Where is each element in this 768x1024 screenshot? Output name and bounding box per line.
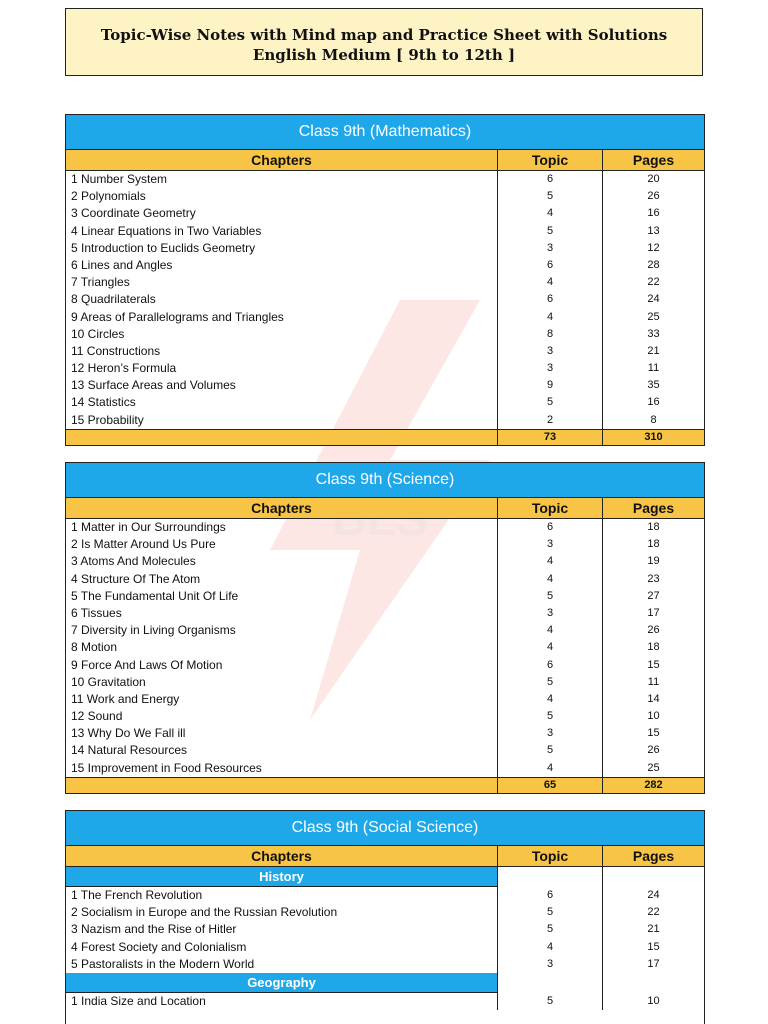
- topic-count: 4: [498, 939, 603, 956]
- chapter-name: 1 Number System: [66, 171, 498, 188]
- header-line-2: English Medium [ 9th to 12th ]: [252, 46, 516, 64]
- chapter-name: 8 Quadrilaterals: [66, 291, 498, 308]
- chapter-name: 10 Gravitation: [66, 674, 498, 691]
- science-rows: [66, 519, 704, 777]
- table-row: [66, 343, 704, 360]
- chapter-name: 9 Areas of Parallelograms and Triangles: [66, 309, 498, 326]
- chapter-name: 9 Force And Laws Of Motion: [66, 657, 498, 674]
- page-count: 28: [647, 258, 660, 271]
- page-count: 10: [647, 710, 660, 723]
- chapter-name: 14 Statistics: [66, 394, 498, 411]
- topic-count: 3: [498, 360, 603, 377]
- page-count: 24: [647, 889, 660, 901]
- math-table-title: Class 9th (Mathematics): [66, 115, 704, 150]
- table-row: [66, 657, 704, 674]
- chapter-name: 1 Matter in Our Surroundings: [66, 519, 498, 536]
- social-table-title: Class 9th (Social Science): [66, 811, 704, 846]
- page-count: 33: [647, 327, 660, 340]
- topic-header: Topic: [498, 498, 603, 518]
- topic-count: 3: [498, 536, 603, 553]
- table-row: [66, 291, 704, 308]
- history-section-row: [66, 867, 704, 887]
- chapter-name: 2 Socialism in Europe and the Russian Revolution: [66, 904, 498, 921]
- math-total-row: [66, 429, 704, 445]
- page-count: 12: [647, 241, 660, 254]
- table-row: [66, 188, 704, 205]
- social-science-table: [65, 810, 705, 1024]
- table-row: [66, 377, 704, 394]
- chapter-name: 2 Is Matter Around Us Pure: [66, 536, 498, 553]
- science-header-row: [66, 498, 704, 519]
- chapter-name: 13 Why Do We Fall ill: [66, 725, 498, 742]
- page-count: 17: [647, 606, 660, 619]
- topic-count: 6: [498, 257, 603, 274]
- math-total-topic: 73: [498, 430, 603, 445]
- topic-count: 4: [498, 553, 603, 570]
- total-label: [66, 430, 498, 445]
- table-row: [66, 205, 704, 222]
- page-count: 21: [647, 923, 660, 936]
- table-row: [66, 326, 704, 343]
- chapters-header: Chapters: [66, 150, 498, 170]
- chapter-name: 13 Surface Areas and Volumes: [66, 377, 498, 394]
- chapter-name: 15 Improvement in Food Resources: [66, 760, 498, 777]
- history-rows: [66, 887, 704, 973]
- watermark-text: BLS: [332, 493, 428, 546]
- chapter-name: 5 Introduction to Euclids Geometry: [66, 240, 498, 257]
- science-total-row: [66, 777, 704, 793]
- table-row: [66, 360, 704, 377]
- topic-count: 5: [498, 394, 603, 411]
- table-row: [66, 725, 704, 742]
- page-count: 15: [647, 658, 660, 671]
- page-count: 15: [647, 727, 660, 740]
- table-row: [66, 536, 704, 553]
- pages-header: Pages: [632, 500, 675, 516]
- chapter-name: 14 Natural Resources: [66, 742, 498, 759]
- topic-count: 4: [498, 571, 603, 588]
- page-count: 25: [647, 761, 660, 774]
- total-label: [66, 778, 498, 793]
- topic-count: 5: [498, 223, 603, 240]
- topic-count: 5: [498, 588, 603, 605]
- table-row: [66, 519, 704, 536]
- table-row: [66, 639, 704, 656]
- page-count: 21: [647, 344, 660, 357]
- topic-count: 6: [498, 519, 603, 536]
- page-count: 16: [647, 207, 660, 220]
- page-count: 15: [647, 940, 660, 953]
- chapter-name: 2 Polynomials: [66, 188, 498, 205]
- page-count: 25: [647, 310, 660, 323]
- page-count: 11: [647, 675, 660, 688]
- social-header-row: [66, 846, 704, 867]
- topic-count: 4: [498, 274, 603, 291]
- topic-count: 3: [498, 725, 603, 742]
- science-total-pages: 282: [644, 778, 663, 791]
- page-count: 19: [647, 555, 660, 568]
- chapter-name: 8 Motion: [66, 639, 498, 656]
- page-count: 10: [647, 994, 660, 1007]
- page-count: 22: [647, 906, 660, 919]
- chapters-header: Chapters: [66, 498, 498, 518]
- math-total-pages: 310: [644, 430, 663, 443]
- table-row: [66, 742, 704, 759]
- page-count: 26: [647, 744, 660, 757]
- topic-count: 6: [498, 171, 603, 188]
- topic-count: 5: [498, 188, 603, 205]
- topic-count: 6: [498, 657, 603, 674]
- table-row: [66, 257, 704, 274]
- chapter-name: 12 Sound: [66, 708, 498, 725]
- page-count: 35: [647, 379, 660, 392]
- topic-count: 5: [498, 904, 603, 921]
- chapter-name: 3 Nazism and the Rise of Hitler: [66, 921, 498, 938]
- page-count: 20: [647, 173, 660, 185]
- page-count: 17: [647, 957, 660, 970]
- chapter-name: 4 Forest Society and Colonialism: [66, 939, 498, 956]
- page-count: 23: [647, 572, 660, 585]
- topic-count: 4: [498, 760, 603, 777]
- table-row: [66, 708, 704, 725]
- topic-count: 4: [498, 309, 603, 326]
- chapter-name: 12 Heron’s Formula: [66, 360, 498, 377]
- header-line-1: Topic-Wise Notes with Mind map and Practice Sheet with Solutions: [100, 26, 668, 44]
- topic-header: Topic: [498, 150, 603, 170]
- chapter-name: 7 Triangles: [66, 274, 498, 291]
- document-header: [65, 8, 703, 76]
- topic-count: 8: [498, 326, 603, 343]
- topic-count: 5: [498, 993, 603, 1010]
- table-row: [66, 240, 704, 257]
- table-row: [66, 394, 704, 411]
- page-count: 24: [647, 293, 660, 306]
- table-row: [66, 921, 704, 938]
- topic-count: 3: [498, 240, 603, 257]
- table-row: [66, 691, 704, 708]
- pages-header: Pages: [632, 152, 675, 168]
- chapter-name: 5 The Fundamental Unit Of Life: [66, 588, 498, 605]
- chapters-header: Chapters: [66, 846, 498, 866]
- history-label: History: [66, 867, 498, 887]
- topic-count: 4: [498, 205, 603, 222]
- table-row: [66, 887, 704, 904]
- table-row: [66, 171, 704, 188]
- page-count: 18: [647, 641, 660, 654]
- chapter-name: 10 Circles: [66, 326, 498, 343]
- math-table: [65, 114, 705, 446]
- table-row: [66, 553, 704, 570]
- topic-count: 6: [498, 291, 603, 308]
- pages-header: Pages: [632, 848, 675, 864]
- table-row: [66, 274, 704, 291]
- table-row: [66, 588, 704, 605]
- geography-rows: [66, 993, 704, 1010]
- topic-header: Topic: [498, 846, 603, 866]
- topic-count: 4: [498, 639, 603, 656]
- topic-count: 4: [498, 622, 603, 639]
- table-row: [66, 674, 704, 691]
- page-count: 18: [647, 521, 660, 533]
- table-row: [66, 571, 704, 588]
- table-row: [66, 904, 704, 921]
- chapter-name: 5 Pastoralists in the Modern World: [66, 956, 498, 973]
- science-table: [65, 462, 705, 794]
- page-count: 26: [647, 624, 660, 637]
- topic-count: 5: [498, 921, 603, 938]
- topic-count: 3: [498, 956, 603, 973]
- chapter-name: 11 Work and Energy: [66, 691, 498, 708]
- chapter-name: 1 The French Revolution: [66, 887, 498, 904]
- table-row: [66, 760, 704, 777]
- chapter-name: 7 Diversity in Living Organisms: [66, 622, 498, 639]
- page-count: 22: [647, 276, 660, 289]
- chapter-name: 11 Constructions: [66, 343, 498, 360]
- table-row: [66, 956, 704, 973]
- topic-count: 5: [498, 674, 603, 691]
- table-row: [66, 993, 704, 1010]
- science-table-title: Class 9th (Science): [66, 463, 704, 498]
- topic-count: 6: [498, 887, 603, 904]
- chapter-name: 4 Linear Equations in Two Variables: [66, 223, 498, 240]
- page-count: 14: [647, 692, 660, 705]
- science-total-topic: 65: [498, 778, 603, 793]
- page-count: 11: [647, 362, 660, 375]
- page-count: 16: [647, 396, 660, 409]
- page-count: 18: [647, 538, 660, 551]
- topic-count: 5: [498, 742, 603, 759]
- topic-count: 9: [498, 377, 603, 394]
- chapter-name: 15 Probability: [66, 412, 498, 429]
- page-count: 8: [650, 413, 657, 426]
- topic-count: 3: [498, 343, 603, 360]
- table-row: [66, 939, 704, 956]
- table-row: [66, 412, 704, 429]
- chapter-name: 3 Atoms And Molecules: [66, 553, 498, 570]
- table-row: [66, 223, 704, 240]
- chapter-name: 6 Lines and Angles: [66, 257, 498, 274]
- topic-count: 5: [498, 708, 603, 725]
- chapter-name: 4 Structure Of The Atom: [66, 571, 498, 588]
- topic-count: 4: [498, 691, 603, 708]
- chapter-name: 3 Coordinate Geometry: [66, 205, 498, 222]
- math-rows: [66, 171, 704, 429]
- page-count: 27: [647, 589, 660, 602]
- chapter-name: 6 Tissues: [66, 605, 498, 622]
- topic-count: 2: [498, 412, 603, 429]
- geography-section-row: [66, 973, 704, 993]
- page-count: 13: [647, 224, 660, 237]
- math-header-row: [66, 150, 704, 171]
- geography-label: Geography: [66, 973, 498, 993]
- table-row: [66, 622, 704, 639]
- table-row: [66, 605, 704, 622]
- topic-count: 3: [498, 605, 603, 622]
- page-count: 26: [647, 190, 660, 203]
- table-row: [66, 309, 704, 326]
- chapter-name: 1 India Size and Location: [66, 993, 498, 1010]
